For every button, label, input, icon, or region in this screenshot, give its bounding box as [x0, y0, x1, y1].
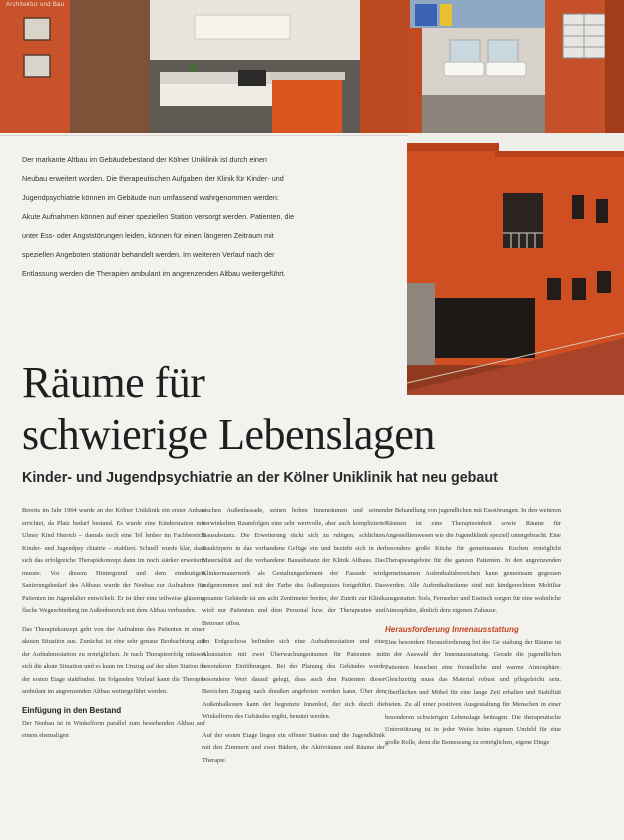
paragraph: Das Therapiekonzept geht von der Aufnahme des Patienten in einer akuten Situation aus. Zunächst ist eine sehr genaue Beobachtung auf der Aufnahmestation zu ermöglichen. Je nach Therapieerfolg müssen sich die akute Situation und es kann im Umzug auf der alten Station in der ersten Etage stattfinden. Im folgenden Verlauf kann die Therapie ambulant im angrenzenden Altbau weitergeführt werden.	[22, 625, 205, 695]
paragraph: Im Erdgeschoss befinden sich eine Aufnahmestation und eine Akutstation mit zwei Überwachungsräumen für Patienten mit besonderen Einführungen. Bei der Planung des Gebäudes wurde besonderer Wert darauf gelegt, dass auch den Patienten dieser Bereichen Zugang nach draußen angeboten werden kann. Über den Außenbalkonen kann der begrenzte Innenhof, der sich durch die Winkelform des Gebäudes ergibt, benutzt werden.	[202, 638, 385, 720]
paragraph: der Behandlung von jugendlichen mit Essstörungen. In den weiteren Räumen ist eine Therapieeinheit sowie Räume für Angestelltenwesen wie die Jugendklinik speziell untergebracht. Eine besonders große Küche für gemeinsames Kochen ermöglicht Therapieangebote für die ganzen Patienten. In den angrenzenden gemeinsamen Aufenthaltsbereichen kann gemeinsam gegessen werden. Alle Aufenthaltsräume sind mit kindgerechtem Mobiliar ausgestattet: Sofa, Fernseher und Esstisch sorgen für eine wohnliche Atmosphäre, ähnlich dem eigenen Zuhause.	[385, 507, 561, 614]
photo-window-detail	[545, 0, 624, 133]
intro-line: speziellen Angeboten stationär behandelt werden. Im weiteren Verlauf nach der	[22, 250, 275, 259]
subheadline: Kinder- und Jugendpsychiatrie an der Kölner Uniklinik hat neu gebaut	[22, 470, 498, 486]
photo-bathroom	[410, 0, 545, 133]
divider	[0, 135, 407, 136]
headline-line-2: schwierige Lebenslagen	[22, 410, 435, 459]
kitchen-illustration	[0, 0, 410, 133]
intro-line: Neubau erweitert worden. Die therapeutischen Aufgaben der Klinik für Kinder- und	[22, 174, 284, 183]
body-column-1	[22, 505, 205, 749]
section-heading: Einfügung in den Bestand	[22, 705, 122, 715]
headline	[22, 357, 522, 461]
paragraph: Eine besondere Herausforderung bei der Ge staltung der Räume ist in der Auswahl der Innenausstattung. Gerade die jugendlichen Patienten brauchen eine freundliche und warme Atmosphäre. Gleichzeitig muss das Material robust und pflegeleicht sein. Oberflächen und Möbel für eine lange Zeit erhalten und Stabilität bieten. Zu all einer positiven Ausgestaltung für Menschen in einer besonderen schwierigen Lebenslage beitragen. Die therapeutische Unterstützung ist in jeder Weise beim eigenen Umfeld für eine große Rolle, denn die Bemessung zu ermöglichen, eigene Dinge	[385, 638, 561, 746]
intro-line: Jugendpsychiatrie können im Gebäude nun umfassend wahrgenommen werden:	[22, 193, 279, 202]
photo-building-exterior	[407, 133, 624, 395]
paragraph: Bereits im Jahr 1904 wurde an der Kölner Uniklinik ein erster Anbau errichtet, da Platz bedarf bestand. Es wurde eine Kinderstation mit Ulmer Kind Herrich – damals noch eine Tel lenber im Fachbereich Kinder- und Jugendpsy chiatrie – etabliert. Schnell wurde klar, dass sich das erfolgreiche Therapiekonzept dann im noch stärker erweitern musste. Vor diesem Hintergrund und dem eindeutigen Sanierungsbedarf des Altbaus wurde der Neubau zur Aufnahme für Patienten im Jugendalter entwickelt. Er ist über eine teilweise gläserne flache Wegeerbindung im Außenbereich mit dem Altbau verbunden.	[22, 507, 205, 614]
intro-line: unter Ess- oder Angststörungen leiden, können für einen längeren Zeitraum mit	[22, 231, 274, 240]
paragraph: Auf der ersten Etage liegen ein offener Station und die Jugendklinik mit den Zimmern und zwei Bädern, die Aktivräume und Räume der Therapie.	[202, 731, 385, 764]
section-tag: Architektur und Bau	[6, 2, 65, 8]
headline-line-1: Räume für	[22, 358, 205, 407]
bathroom-illustration	[410, 0, 545, 133]
body-column-3	[385, 505, 561, 755]
intro-line: Akute Aufnahmen können auf einer speziellen Station versorgt werden. Patienten, die	[22, 212, 295, 221]
intro-line: Entlassung werden die Therapien ambulant im angrenzenden Altbau weitergeführt.	[22, 269, 286, 278]
intro-line: Der markante Altbau im Gebäudebestand der Kölner Uniklinik ist durch einen	[22, 155, 267, 164]
section-heading: Herausforderung Innenausstattung	[385, 624, 519, 634]
building-illustration	[407, 133, 624, 395]
paragraph: sischen Außenfassade, seinen hohen Innenräumen und seinen verwinkelten Raumfolgen eine sehr wertvolle, aber auch komplizierte Bausubstanz. Die Erweiterung rückt sich zu ruhigen, schlichten Baukörpern in das vorhandene Gefüge ein und bezieht sich in der Materialität auf die vorhandene Bausubstanz der Klinik Altbaus. Das Klinkermauerwerk als Gestaltungselement der Fassade wird aufgenommen und mit der Farbe des Außenputzes fortgeführt. Das gesamte Gebäude ist um acht Zentimeter breiter, der Zutritt zur Klinik wird nur Patienten und dem Personal bzw. der Therapeuten und Betreuer offen.	[202, 507, 385, 627]
window-illustration	[545, 0, 624, 133]
paragraph: Der Neubau ist in Winkelform parallel zum bestehenden Altbau auf einem ehemaligen	[22, 719, 205, 739]
body-column-2	[202, 505, 385, 773]
intro-text	[22, 150, 400, 283]
photo-kitchen-interior	[0, 0, 410, 133]
